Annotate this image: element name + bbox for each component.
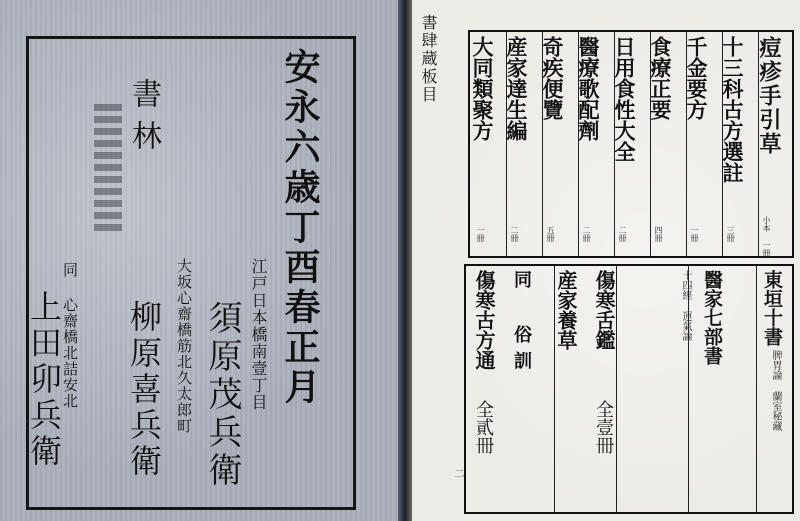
catalogue-volume: 小本 一冊 [762, 216, 771, 257]
catalogue-volume: 四冊 [654, 226, 663, 242]
publisher-3-name: 上田卯兵衛 [25, 290, 63, 470]
publisher-3-address: 同 心齋橋北詰安北 [61, 262, 79, 409]
catalogue-detail: 十四經 運氣論 [680, 270, 691, 341]
catalogue-title: 十三科古方選註 [720, 36, 745, 183]
catalogue-volume: 五冊 [546, 226, 555, 242]
catalogue-title: 醫家七部書 [701, 270, 723, 365]
catalogue-title: 産家養草 [554, 270, 578, 350]
shorin-label: 書林 [126, 78, 161, 162]
book-gutter [398, 0, 412, 521]
catalogue-title: 奇疾便覽 [540, 36, 565, 120]
catalogue-title: 千金要方 [684, 36, 709, 120]
catalogue-detail: 全貳冊 [473, 400, 494, 454]
catalogue-title: 日用食性大全 [612, 36, 637, 162]
catalogue-title: 痘疹手引草 [756, 36, 782, 156]
side-header: 書肆蔵板目 [419, 14, 438, 104]
publisher-2-name: 柳原喜兵衛 [125, 300, 163, 480]
catalogue-title: 傷寒古方通 [472, 270, 496, 370]
catalogue-title: 大同類聚方 [470, 36, 495, 141]
catalogue-volume: 三冊 [726, 226, 735, 242]
left-page-colophon [0, 0, 398, 521]
page-mark: 二 [452, 468, 463, 478]
catalogue-volume: 二冊 [510, 226, 519, 242]
catalogue-detail: 脾胃論 蘭室秘藏 [770, 350, 781, 431]
catalogue-title: 同 俗訓 [511, 270, 532, 377]
catalogue-volume: 二冊 [618, 226, 627, 242]
catalogue-title: 東垣十書 [761, 270, 783, 346]
catalogue-title: 傷寒舌鑑 [592, 270, 616, 350]
catalogue-title: 産家達生編 [504, 36, 529, 141]
catalogue-volume: 二冊 [582, 226, 591, 242]
column-divider [616, 266, 617, 512]
catalogue-volume: 一冊 [690, 226, 699, 242]
publisher-1-name: 須原茂兵衛 [202, 300, 242, 490]
catalogue-detail: 全壹冊 [593, 400, 614, 454]
publisher-2-address: 大坂心齋橋筋北久太郎町 [175, 258, 193, 434]
catalogue-volume: 一冊 [476, 226, 485, 242]
catalogue-title: 醫療歌配劑 [576, 36, 601, 141]
column-divider [756, 266, 757, 512]
date-line: 安永六歳丁酉春正月 [279, 48, 321, 408]
publisher-1-address: 江戸日本橋南壹丁目 [249, 258, 268, 411]
catalogue-title: 食療正要 [648, 36, 673, 120]
